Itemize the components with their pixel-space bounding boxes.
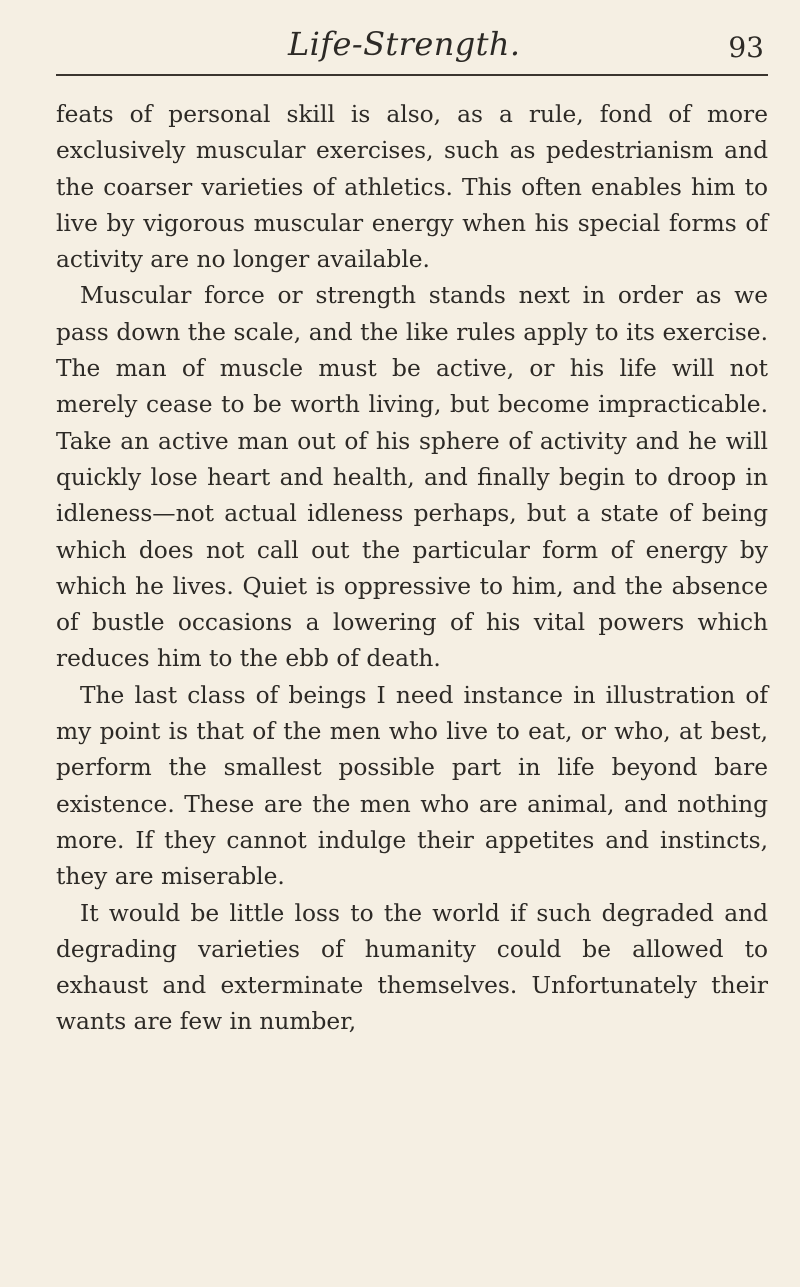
paragraph-2: Muscular force or strength stands next in order as we pass down the scale, and the like rules apply to its exercise. The man of muscle must be active, or his life will not merely cease to be worth living, but become impracticable. Take an active man out of his sphere of activity and he will quickly lose heart and health, and finally begin to droop in idleness—not actual idleness perhaps, but a state of being which does not call out the particular form of energy by which he lives. Quiet is oppressive to him, and the absence of bustle occasions a lowering of his vital powers which reduces him to the ebb of death. (56, 282, 768, 673)
paragraph-3: The last class of beings I need instance in illustration of my point is that of the men who live to eat, or who, at best, perform the smallest possible part in life beyond bare existence. These are the men who are animal, and nothing more. If they cannot indulge their appetites and instincts, they are miserable. (56, 681, 768, 891)
running-title: Life-Strength. (288, 25, 521, 63)
body-text (56, 97, 768, 1041)
paragraph-4: It would be little loss to the world if such degraded and degrading varieties of humanity could be allowed to exhaust and exterminate themselves. Unfortunately their wants are few in number, (56, 899, 768, 1036)
header-rule (56, 74, 768, 76)
paragraph-1: feats of personal skill is also, as a rule, fond of more exclusively muscular exercises, such as pedestrianism and the coarser varieties of athletics. This often enables him to live by vigorous muscular energy when his special forms of activity are no longer available. (56, 101, 768, 274)
page-number: 93 (728, 31, 764, 64)
page-header (56, 0, 768, 86)
book-page (56, 0, 768, 1287)
